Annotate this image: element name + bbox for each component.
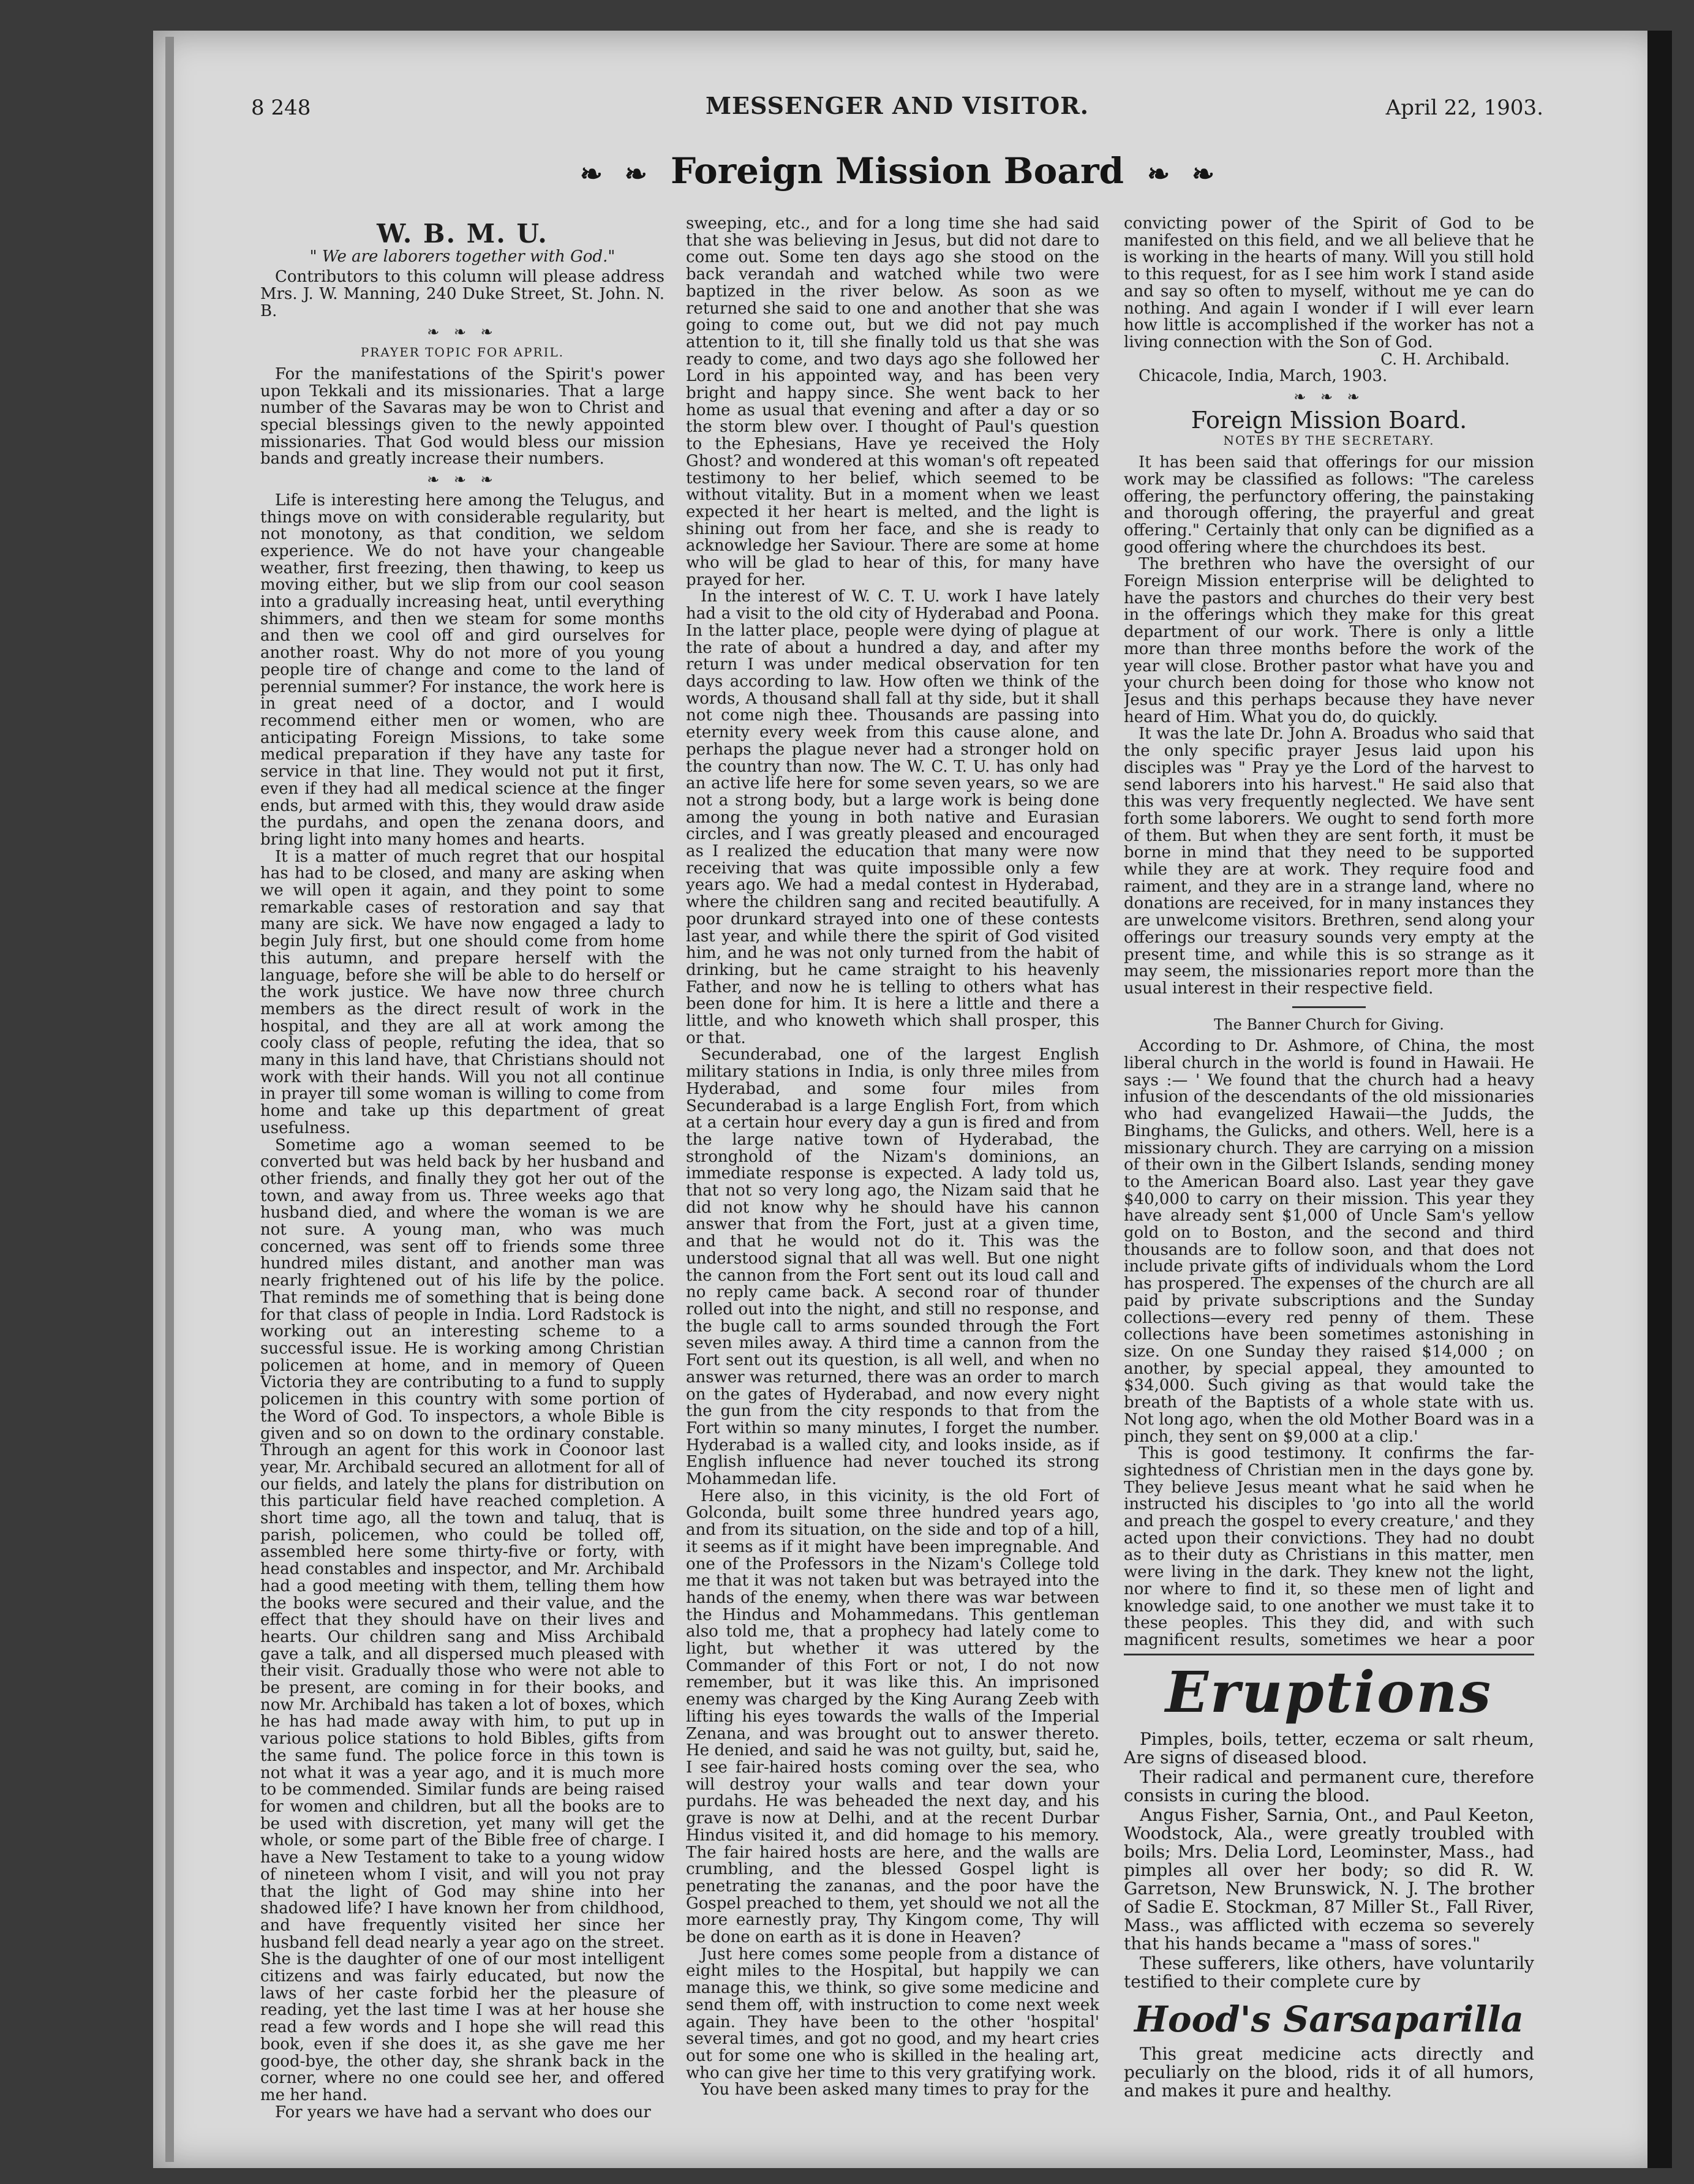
motto: " We are laborers together with God." xyxy=(309,247,615,266)
masthead-title: MESSENGER AND VISITOR. xyxy=(705,92,1090,119)
fleuron-icon: ❧ xyxy=(1192,159,1215,190)
article-paragraph: The brethren who have the oversight of our Foreign Mission enterprise will be delighted to have the pastors and churches do their very best in the offerings which they make for this great department of our work. There is only a little more than three months before the work of the year will close. Brother pastor what have you and your church been doing for those who know not Jesus and this perhaps because they have never heard of Him. What you do, do quickly. xyxy=(1124,555,1534,726)
fleuron-icon: ❧ xyxy=(579,159,603,190)
article-paragraph: According to Dr. Ashmore, of China, the most liberal church in the world is found in Hawaii. He says :— ' We found that the church had a heavy infusion of the descendants of the old missionaries who had evangelized Hawaii—the Judds, the Binghams, the Gulicks, and others. Well, here is a missionary church. They are carrying on a mission of their own in the Gilbert Islands, sending money to the American Board also. Last year they gave $40,000 to carry on their mission. This year they have already sent $1,000 of Uncle Sam's yellow gold on to Boston, and the second and third thousands are to follow soon, and that does not include private gifts of individuals whom the Lord has prospered. The expenses of the church are all paid by private subscriptions and the Sunday collections—every red penny of them. These collections have been sometimes astonishing in size. On one Sunday they raised $14,000 ; on another, by special appeal, they amounted to $34,000. Such giving as that would take the breath of the Baptists of a whole state with us. Not long ago, when the old Mother Board was in a pinch, they sent on $9,000 at a clip.' xyxy=(1124,1037,1534,1446)
fleuron-icon: ❧ xyxy=(624,159,647,190)
ad-headline: Eruptions xyxy=(1165,1659,1493,1725)
stars-divider: ❧ ❧ ❧ xyxy=(427,323,498,341)
article-paragraph: It was the late Dr. John A. Broadus who said that the only specific prayer Jesus laid upon his disciples was " Pray ye the Lord of the harvest to send laborers into his harvest." He said also that this was very frequently neglected. We have sent forth some laborers. We ought to send forth more of them. But when they are sent forth, it must be borne in mind that they need to be supported while they are at work. They require food and raiment, and they are in a strange land, where no donations are received, for in many instances they are unwelcome visitors. Brethren, send along your offerings our treasury sounds very empty at the present time, and while this is so strange as it may seem, the missionaries report more than the usual interest in their respective field. xyxy=(1124,725,1534,998)
section-banner xyxy=(251,150,1543,192)
notes-heading: NOTES BY THE SECRETARY. xyxy=(1223,433,1435,448)
column-3 xyxy=(1124,216,1534,1649)
stars-divider: ❧ ❧ ❧ xyxy=(427,471,498,489)
column-2 xyxy=(686,216,1099,2133)
article-paragraph: Here also, in this vicinity, is the old Fort of Golconda, built some three hundred years ago, and from its situation, on the side and top of a hill, it seems as if it might have been impregnable. And one of the Professors in the Nizam's College told me that it was not taken but was betrayed into the hands of the enemy, when there was war between the Hindus and Mohammedans. This gentleman also told me, that a prophecy had lately come to light, but whether it was uttered by the Commander of this Fort or not, I do not now remember, but it was like this. An imprisoned enemy was charged by the King Aurang Zeeb with lifting his eyes towards the walls of the Imperial Zenana, and was brought out to answer thereto. He denied, and said he was not guilty, but, said he, I see fair-haired hosts coming over the sea, who will destroy your walls and tear down your purdahs. He was beheaded the next day, and his grave is now at Delhi, and at the recent Durbar Hindus visited it, and did homage to his memory. The fair haired hosts are here, and the walls are crumbling, and the blessed Gospel light is penetrating the zananas, and the poor have the Gospel preached to them, yet should we not all the more earnestly pray, Thy Kingom come, Thy will be done on earth as it is done in Heaven? xyxy=(686,1486,1099,1947)
article-paragraph: Life is interesting here among the Telugus, and things move on with considerable regularity, but not monotony, as that condition, we seldom experience. We do not have your changeable weather, first freezing, then thawing, to keep us moving either, but we slip from our cool season into a gradually increasing heat, until everything shimmers, and then we steam for some months and then we cool off and gird ourselves for another roast. Why do not more of you young people tire of change and come to the land of perennial summer? For instance, the work here is in great need of a doctor, and I would recommend either men or women, who are anticipating Foreign Missions, to take some medical preparation if they have any taste for service in that line. They would not put it first, even if they had all medical science at the finger ends, but armed with this, they would draw aside the purdahs, and open the zenana doors, and bring light into many homes and hearts. xyxy=(260,491,664,849)
article-paragraph: You have been asked many times to pray for the xyxy=(701,2080,1090,2099)
fleuron-icon: ❧ xyxy=(1147,159,1170,190)
page-header xyxy=(251,92,1543,129)
subsection-heading: The Banner Church for Giving. xyxy=(1214,1015,1444,1033)
article-paragraph: sweeping, etc., and for a long time she had said that she was believing in Jesus, but did not dare to come out. Some ten days ago she stood on the back verandah and watched while two were baptized in the river below. As soon as we returned she said to one and another that she was going to come out, but we did not pay much attention to it, till she finally told us that she was ready to come, and two days ago she followed her Lord in his appointed way, and has been very bright and happy since. She went back to her home as usual that evening and after a day or so the storm blew over. I thought of Paul's question to the Ephesians, Have ye received the Holy Ghost? and wondered at this woman's oft repeated testimony to her belief, which seemed to be without vitality. But in a moment when we least expected it her heart is melted, and the light is shining out from her face, and she is ready to acknowledge her Saviour. There are some at home who will be glad to hear of this, for many have prayed for her. xyxy=(686,216,1099,589)
article-paragraph: For years we have had a servant who does our xyxy=(275,2103,651,2122)
article-paragraph: It is a matter of much regret that our hospital has had to be closed, and many are asking when we will open it again, and they point to some remarkable cases of restoration and say that many are sick. We have now engaged a lady to begin July first, but one should come from home this autumn, and prepare herself with the language, before she will be able to do herself or the work justice. We have now three church members as the direct result of work in the hospital, and they are all at work among the cooly class of people, refuting the idea, that so many in this land have, that Christians should not work with their hands. Will you not all continue in prayer till some woman is willing to come from home and take up this department of great usefulness. xyxy=(260,847,664,1137)
ad-paragraph: These sufferers, like others, have voluntarily testified to their complete cure by xyxy=(1124,1953,1534,1992)
column-1 xyxy=(260,220,664,2137)
article-paragraph: It has been said that offerings for our mission work may be classified as follows: "The careless offering, the perfunctory offering, the painstaking and thorough offering, the prayerful and great offering." Certainly that only can be dignified as a good offering where the churchdoes its best. xyxy=(1124,453,1534,557)
section-heading: Foreign Mission Board. xyxy=(1191,406,1467,434)
stars-divider: ❧ ❧ ❧ xyxy=(1293,388,1365,406)
page-number: 8 248 xyxy=(251,96,311,120)
divider-rule xyxy=(1292,1006,1366,1008)
article-paragraph: Sometime ago a woman seemed to be converted but was held back by her husband and other friends, and finally they got her out of the town, and away from us. Three weeks ago that husband died, and where the woman is we are not sure. A young man, who was much concerned, was sent off to friends some three hundred miles distant, and another man was nearly frightened out of his life by the police. That reminds me of something that is being done for that class of people in India. Lord Radstock is working out an interesting scheme to a successful issue. He is working among Christian policemen at home, and in memory of Queen Victoria they are contributing to a fund to supply policemen in this country with some portion of the Word of God. To inspectors, a whole Bible is given and so on down to the ordinary constable. Through an agent for this work in Coonoor last year, Mr. Archibald secured an allotment for all of our fields, and lately the plans for distribution on this particular field have reached completion. A short time ago, all the town and taluq, that is parish, policemen, who could be tolled off, assembled here some thirty-five or forty, with head constables and inspector, and Mr. Archibald had a good meeting with them, telling them how the books were secured and their value, and the effect that they should have on their lives and hearts. Our children sang and Miss Archibald gave a talk, and all dispersed much pleased with their visit. Gradually those who were not able to be present, are coming in for their books, and now Mr. Archibald has taken a lot of boxes, which he has had made away with him, to put up in various police stations to hold Bibles, gifts from the same fund. The police force in this town is not what it was a year ago, and it is much more to be commended. Similar funds are being raised for women and children, but all the books are to be used with discretion, yet many will get the whole, or some part of the Bible free of charge. I have a New Testament to take to a young widow of nineteen whom I visit, and will you not pray that the light of God may shine into her shadowed life? I have known her from childhood, and have frequently visited her since her husband fell dead nearly a year ago on the street. She is the daughter of one of our most intelligent citizens and was fairly educated, but now the laws of her caste forbid her the pleasure of reading, yet the last time I was at her house she read a few words and I hope she will read this book, even if she does it, as she gave me her good-bye, the other day, she shrank back in the corner, where no one could see her, and offered me her hand. xyxy=(260,1135,664,2104)
ad-paragraph: Their radical and permanent cure, therefore consists in curing the blood. xyxy=(1124,1767,1534,1806)
article-paragraph: Secunderabad, one of the largest English military stations in India, is only three miles from Hyderabad, and some four miles from Secunderabad is a large English Fort, from which at a certain hour every day a gun is fired and from the large native town of Hyderabad, the stronghold of the Nizam's dominions, an immediate response is expected. A lady told us, that not so very long ago, the Nizam said that he did not know why he should have his cannon answer that from the Fort, just at a given time, and that he would not do it. This was the understood signal that all was well. But one night the cannon from the Fort sent out its loud call and no reply came back. A second roar of thunder rolled out into the night, and still no response, and the bugle call to arms sounded through the Fort seven miles away. A third time a cannon from the Fort sent out its question, is all well, and when no answer was returned, there was an order to march on the gates of Hyderabad, and now every night the gun from the city responds to that from the Fort within so many minutes, I forget the number. Hyderabad is a walled city, and looks inside, as if English influence had never touched its strong Mohammedan life. xyxy=(686,1045,1099,1489)
page-fold-edge xyxy=(165,37,174,2162)
advertisement xyxy=(1124,1654,1534,2139)
issue-date: April 22, 1903. xyxy=(1385,96,1543,120)
ad-paragraph: Angus Fisher, Sarnia, Ont., and Paul Keeton, Woodstock, Ala., were greatly troubled with boils; Mrs. Delia Lord, Leominster, Mass., had pimples all over her body; so did R. W. Garretson, New Brunswick, N. J. The brother of Sadie E. Stockman, 87 Miller St., Fall River, Mass., was afflicted with eczema so severely that his hands became a "mass of sores." xyxy=(1124,1805,1534,1954)
prayer-paragraph: For the manifestations of the Spirit's power upon Tekkali and its missionaries. That a large number of the Savaras may be won to Christ and special blessings given to the newly appointed missionaries. That God would bless our mission bands and greatly increase their numbers. xyxy=(260,364,664,469)
article-paragraph: Just here comes some people from a distance of eight miles to the Hospital, but happily we can manage this, we think, so give some medicine and send them off, with instruction to come next week again. They have been to the other 'hospital' several times, and got no good, and my heart cries out for some one who is skilled in the healing art, who can give her time to this very gratifying work. xyxy=(686,1945,1099,2082)
prayer-topic-heading: PRAYER TOPIC FOR APRIL. xyxy=(360,345,565,360)
article-paragraph: In the interest of W. C. T. U. work I have lately had a visit to the old city of Hyderabad and Poona. In the latter place, people were dying of plague at the rate of about a hundred a day, and after my return I was under medical observation for ten days according to law. How often we think of the words, A thousand shall fall at thy side, but it shall not come nigh thee. Thousands are passing into eternity every week from this cause alone, and perhaps the plague never had a stronger hold on the country than now. The W. C. T. U. has only had an active life here for some seven years, so we are not a strong body, but a large work is being done among the young in both native and Eurasian circles, and I was greatly pleased and encouraged as I realized the education that many were now receiving that was quite impossible only a few years ago. We had a medal contest in Hyderabad, where the children sang and recited beautifully. A poor drunkard strayed into one of these contests last year, and while there the spirit of God visited him, and he was not only turned from the habit of drinking, but he came straight to his heavenly Father, and now he is telling to others what has been done for him. It is here a little and there a little, and who knoweth which shall prosper, this or that. xyxy=(686,587,1099,1047)
ad-paragraph: Pimples, boils, tetter, eczema or salt rheum, Are signs of diseased blood. xyxy=(1124,1729,1534,1768)
wbmu-heading: W. B. M. U. xyxy=(377,220,548,249)
page-right-edge xyxy=(1647,31,1672,2168)
contributors-note: Contributors to this column will please address Mrs. J. W. Manning, 240 Duke Street, St. John. N. B. xyxy=(260,268,664,320)
ad-paragraph: This great medicine acts directly and peculiarly on the blood, rids it of all humors, and makes it pure and healthy. xyxy=(1124,2044,1534,2101)
dateline: Chicacole, India, March, 1903. xyxy=(1139,367,1388,386)
article-paragraph: convicting power of the Spirit of God to be manifested on this field, and we all believe that he is working in the hearts of many. Will you still hold to this request, for as I see him work I stand aside and say so often to myself, without me ye can do nothing. And again I wonder if I will ever learn how little is accomplished if the worker has not a living connection with the Son of God. xyxy=(1124,216,1534,352)
signature: C. H. Archibald. xyxy=(1380,350,1510,369)
section-title: Foreign Mission Board xyxy=(670,150,1124,192)
ad-brand: Hood's Sarsaparilla xyxy=(1134,1998,1524,2040)
article-paragraph: This is good testimony. It confirms the far-sightedness of Christian men in the days gone by. They believe Jesus meant what he said when he instructed his disciples to 'go into all the world and preach the gospel to every creature,' and they acted upon their convictions. They had no doubt as to their duty as Christians in this matter, men were living in the dark. They knew not the light, nor where to find it, so these men of light and knowledge said, to one another we must take it to these peoples. This they did, and with such magnificent results, sometimes we hear a poor xyxy=(1124,1444,1534,1649)
